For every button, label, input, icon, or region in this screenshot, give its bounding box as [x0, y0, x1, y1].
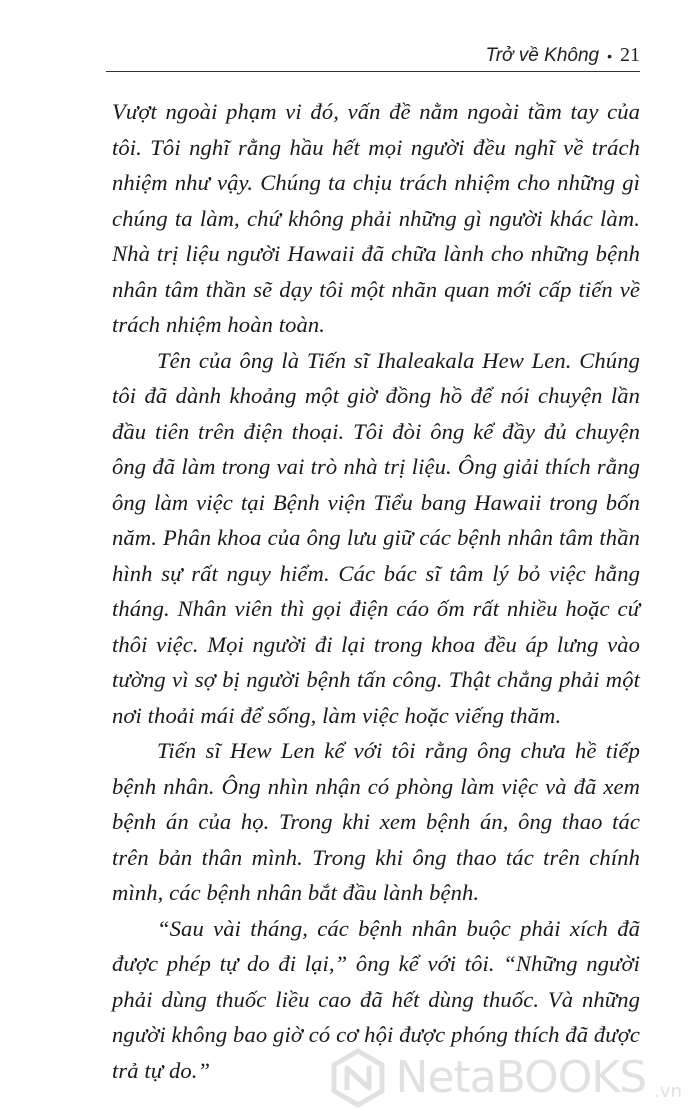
chapter-title: Trở về Không — [485, 45, 600, 66]
page-number: 21 — [620, 44, 640, 66]
watermark-brand: NetaBOOKS — [395, 1052, 647, 1103]
paragraph-2: Tên của ông là Tiến sĩ Ihaleakala Hew Len. Chúng tôi đã dành khoảng một giờ đồng hồ để nói chuyện lần đầu tiên trên điện thoại. Tôi đòi ông kể đầy đủ chuyện ông đã làm trong vai trò nhà trị liệu. Ông giải thích rằng ông làm việc tại Bệnh viện Tiểu bang Hawaii trong bốn năm. Phân khoa của ông lưu giữ các bệnh nhân tâm thần hình sự rất nguy hiểm. Các bác sĩ tâm lý bỏ việc hằng tháng. Nhân viên thì gọi điện cáo ốm rất nhiều hoặc cứ thôi việc. Mọi người đi lại trong khoa đều áp lưng vào tường vì sợ bị người bệnh tấn công. Thật chẳng phải một nơi thoải mái để sống, làm việc hoặc viếng thăm. — [112, 347, 640, 728]
watermark — [328, 1048, 682, 1108]
paragraph-1: Vượt ngoài phạm vi đó, vấn đề nằm ngoài tầm tay của tôi. Tôi nghĩ rằng hầu hết mọi người đều nghĩ về trách nhiệm như vậy. Chúng ta chịu trách nhiệm cho những gì chúng ta làm, chứ không phải những gì người khác làm. Nhà trị liệu người Hawaii đã chữa lành cho những bệnh nhân tâm thần sẽ dạy tôi một nhãn quan mới cấp tiến về trách nhiệm hoàn toàn. — [112, 99, 640, 337]
watermark-suffix: .vn — [654, 1081, 682, 1102]
paragraph-4: “Sau vài tháng, các bệnh nhân buộc phải xích đã được phép tự do đi lại,” ông kể với tôi. “Những người phải dùng thuốc liều cao đã hết dùng thuốc. Và những người không bao giờ có cơ hội được phóng thích đã được trả tự do.” — [112, 915, 640, 1083]
netabooks-logo-icon — [328, 1048, 388, 1108]
header-rule — [106, 71, 640, 72]
body-text — [112, 94, 640, 1088]
header-separator: • — [607, 48, 612, 64]
running-header — [486, 44, 640, 67]
paragraph-3: Tiến sĩ Hew Len kể với tôi rằng ông chưa hề tiếp bệnh nhân. Ông nhìn nhận có phòng làm việc và đã xem bệnh án của họ. Trong khi xem bệnh án, ông thao tác trên bản thân mình. Trong khi ông thao tác trên chính mình, các bệnh nhân bắt đầu lành bệnh. — [112, 738, 640, 905]
